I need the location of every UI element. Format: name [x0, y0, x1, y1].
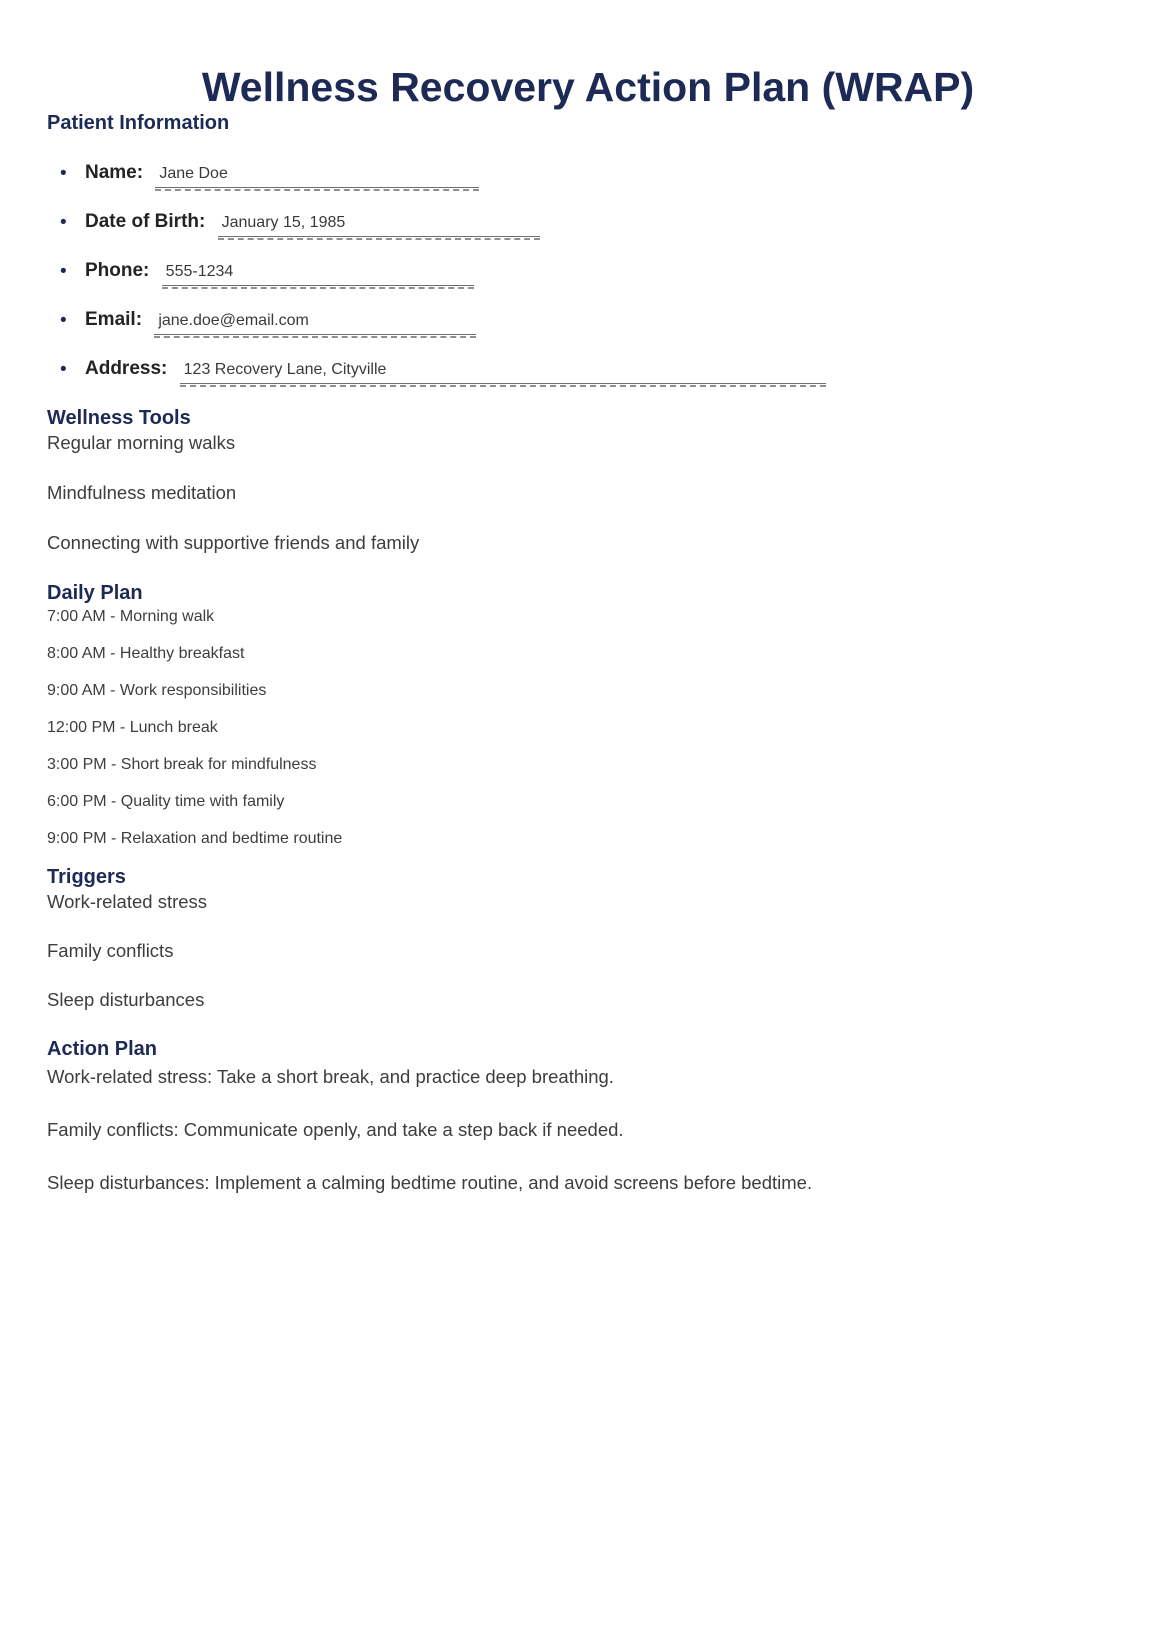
triggers-section — [47, 865, 1129, 1012]
phone-field[interactable]: 555-1234 — [162, 262, 474, 286]
patient-field-name — [47, 161, 1129, 188]
patient-info-heading: Patient Information — [47, 112, 230, 135]
dob-field[interactable]: January 15, 1985 — [218, 213, 540, 237]
patient-field-address — [47, 357, 1129, 384]
patient-field-phone — [47, 259, 1129, 286]
daily-plan-section — [47, 581, 1129, 849]
phone-label: Phone: — [85, 260, 150, 282]
action-plan-item: Family conflicts: Communicate openly, and take a step back if needed. — [47, 1119, 624, 1141]
name-field[interactable]: Jane Doe — [155, 164, 479, 188]
dob-label: Date of Birth: — [85, 211, 206, 233]
triggers-heading: Triggers — [47, 866, 126, 889]
trigger-item: Work-related stress — [47, 891, 208, 913]
patient-field-email — [47, 308, 1129, 335]
daily-plan-item: 7:00 AM - Morning walk — [47, 608, 215, 626]
action-plan-section — [47, 1037, 1129, 1195]
action-plan-item: Sleep disturbances: Implement a calming bedtime routine, and avoid screens before bedtime. — [47, 1172, 813, 1194]
daily-plan-heading: Daily Plan — [47, 582, 143, 605]
page-title: Wellness Recovery Action Plan (WRAP) — [201, 64, 975, 110]
action-plan-item: Work-related stress: Take a short break, and practice deep breathing. — [47, 1066, 614, 1088]
daily-plan-item: 3:00 PM - Short break for mindfulness — [47, 756, 317, 774]
trigger-item: Sleep disturbances — [47, 989, 205, 1011]
email-label: Email: — [85, 309, 143, 331]
email-field[interactable]: jane.doe@email.com — [154, 311, 476, 335]
name-label: Name: — [85, 162, 144, 184]
daily-plan-item: 12:00 PM - Lunch break — [47, 719, 218, 737]
daily-plan-item: 9:00 PM - Relaxation and bedtime routine — [47, 830, 343, 848]
action-plan-heading: Action Plan — [47, 1038, 158, 1061]
address-label: Address: — [85, 358, 168, 380]
patient-info-section — [47, 111, 1129, 384]
wellness-tool-item: Mindfulness meditation — [47, 482, 237, 504]
patient-field-dob — [47, 210, 1129, 237]
wellness-tool-item: Regular morning walks — [47, 432, 236, 454]
daily-plan-item: 9:00 AM - Work responsibilities — [47, 682, 267, 700]
daily-plan-item: 6:00 PM - Quality time with family — [47, 793, 285, 811]
daily-plan-item: 8:00 AM - Healthy breakfast — [47, 645, 245, 663]
trigger-item: Family conflicts — [47, 940, 174, 962]
wellness-tools-heading: Wellness Tools — [47, 407, 191, 430]
wellness-tool-item: Connecting with supportive friends and family — [47, 532, 420, 554]
address-field[interactable]: 123 Recovery Lane, Cityville — [180, 360, 826, 384]
patient-info-list — [47, 161, 1129, 384]
wellness-tools-section — [47, 406, 1129, 555]
